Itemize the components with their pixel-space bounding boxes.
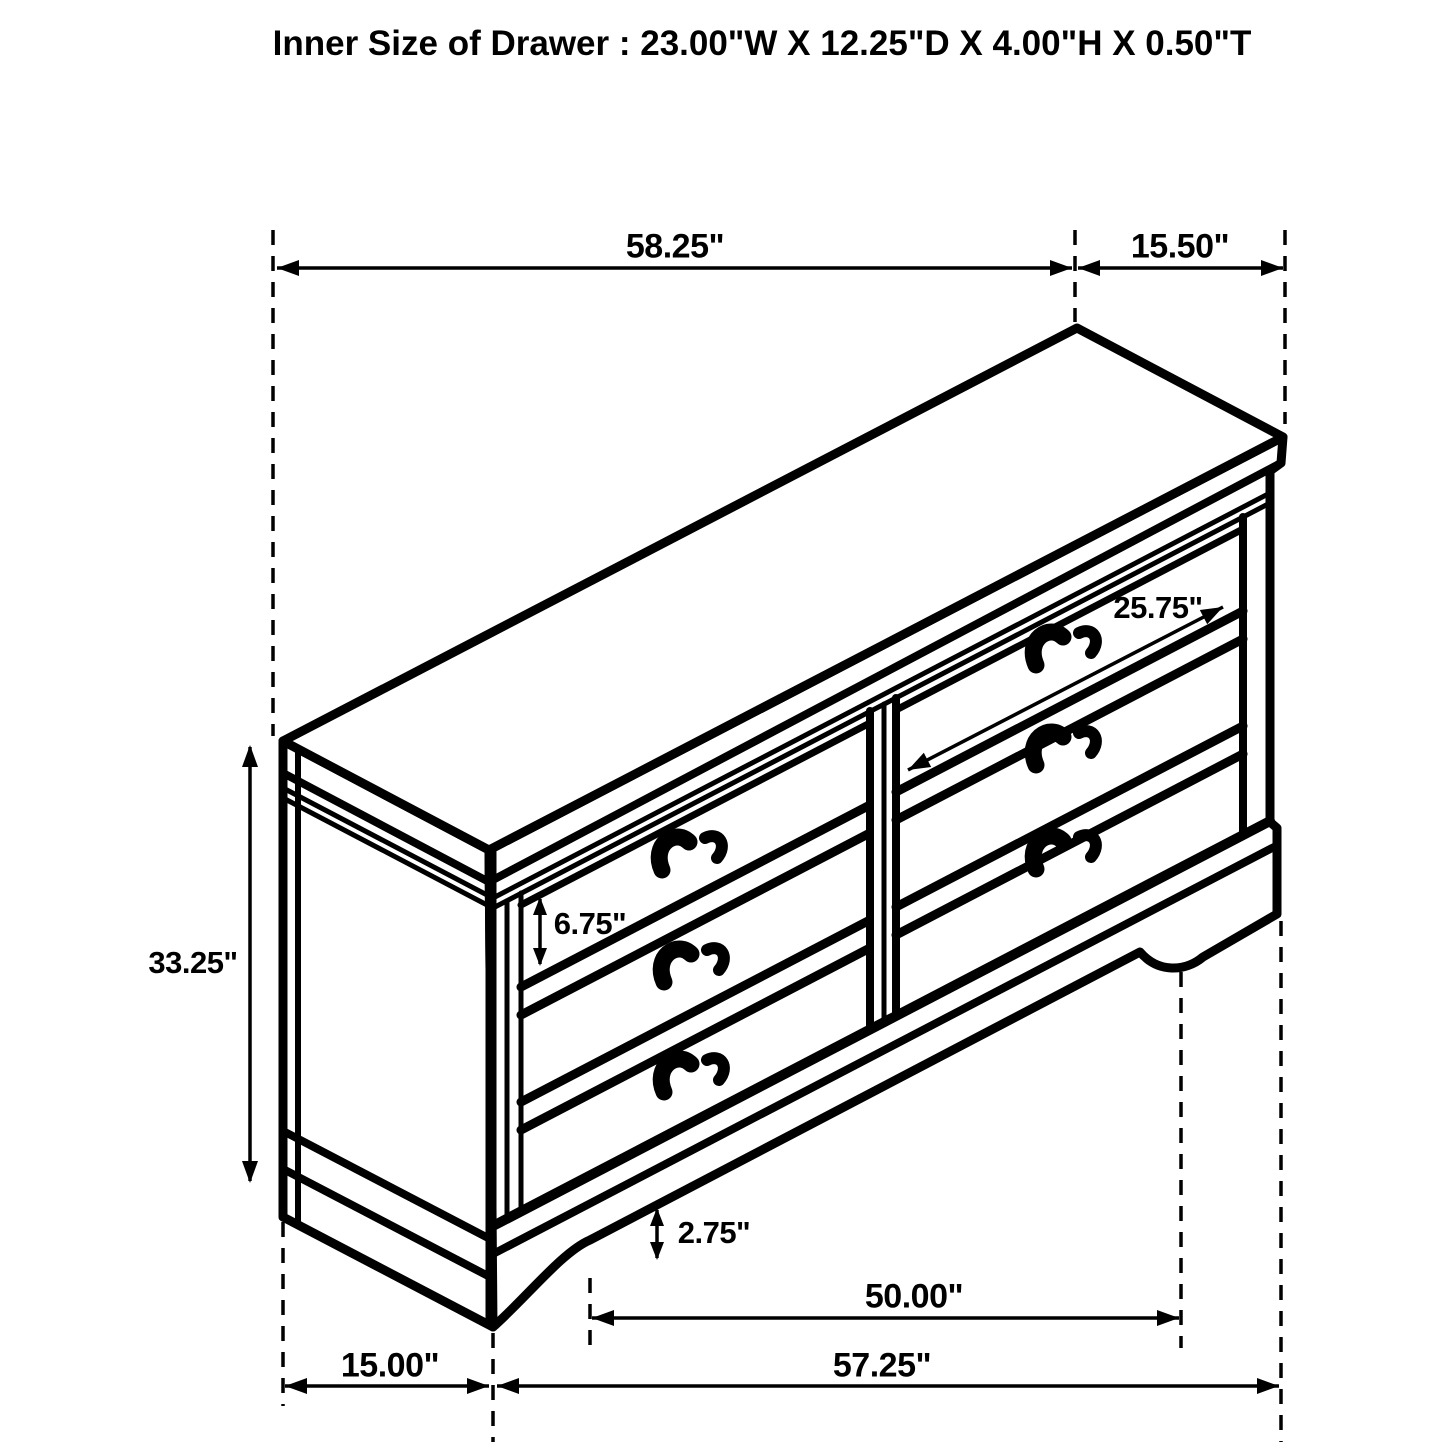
figure-title: Inner Size of Drawer : 23.00"W X 12.25"D X 4.00"H X 0.50"T bbox=[272, 24, 1252, 63]
dim-height-label: 33.25" bbox=[148, 945, 238, 980]
dim-base-height-label: 2.75" bbox=[677, 1215, 751, 1250]
dim-bottom-depth-label: 15.00" bbox=[340, 1346, 440, 1385]
dim-feet-span-label: 50.00" bbox=[864, 1277, 964, 1316]
dim-top-depth-label: 15.50" bbox=[1130, 227, 1230, 266]
center-stile bbox=[870, 698, 896, 1029]
dim-top-width-label: 58.25" bbox=[625, 227, 725, 266]
dim-bottom-width-label: 57.25" bbox=[832, 1346, 932, 1385]
dresser-outline bbox=[283, 328, 1283, 1327]
dim-drawer-height-label: 6.75" bbox=[553, 906, 627, 941]
dim-diagonal-label: 25.75" bbox=[1113, 590, 1203, 625]
